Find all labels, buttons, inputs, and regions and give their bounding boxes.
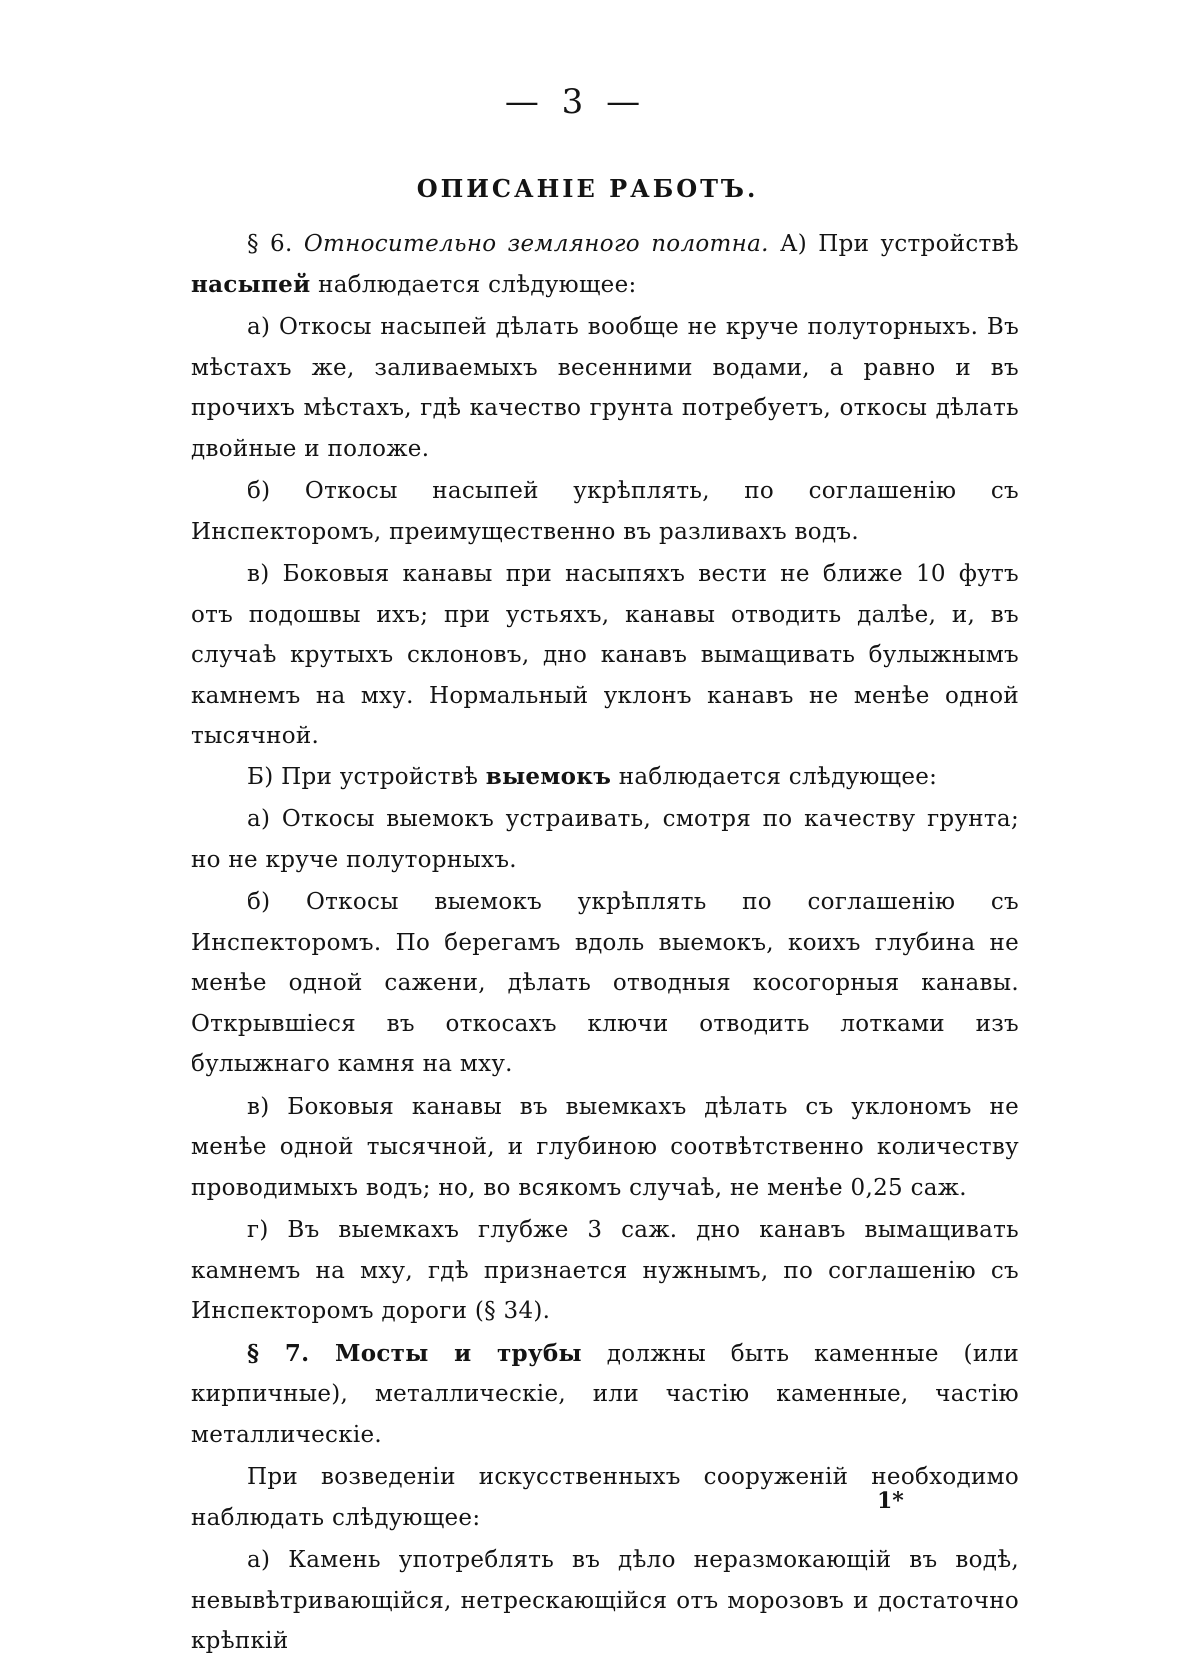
- paragraph-Bg: г) Въ выемкахъ глубже 3 саж. дно канавъ вымащивать камнемъ на мху, гдѣ признается нужнымъ, по соглашенію съ Инспекторомъ дороги (§ 34).: [191, 1217, 1019, 1324]
- section-heading: Относительно земляного полотна.: [303, 231, 769, 257]
- term-embankments: насыпей: [191, 270, 311, 298]
- paragraph-text: А) При устройствѣ: [780, 231, 1019, 257]
- paragraph-6v: в) Боковыя канавы при насыпяхъ вести не ближе 10 футъ отъ подошвы ихъ; при устьяхъ, канавы отводить далѣе, и, въ случаѣ крутыхъ склоновъ, дно канавъ вымащивать булыжнымъ камнемъ на мху. Нормальный уклонъ канавъ не менѣе одной тысячной.: [191, 561, 1019, 749]
- paragraph-text: должны быть каменные (или кирпичные), металлическіе, или частію каменные, частію металлическіе.: [191, 1340, 1019, 1448]
- paragraph-Bv: в) Боковыя канавы въ выемкахъ дѣлать съ уклономъ не менѣе одной тысячной, и глубиною соотвѣтственно количеству проводимыхъ водъ; но, во всякомъ случаѣ, не менѣе 0,25 саж.: [191, 1093, 1019, 1201]
- paragraph-6: [191, 224, 1019, 305]
- paragraph-text: Б) При устройствѣ: [247, 763, 479, 790]
- paragraph-7-intro: При возведеніи искусственныхъ сооруженій необходимо наблюдать слѣдующее:: [191, 1464, 1019, 1531]
- paragraph-Ba: а) Откосы выемокъ устраивать, смотря по качеству грунта; но не круче полуторныхъ.: [191, 806, 1019, 873]
- body-text: [191, 224, 1019, 1662]
- page-number: — 3 —: [504, 82, 647, 122]
- section-mark: § 6.: [247, 231, 293, 257]
- section-7-heading: § 7. Мосты и трубы: [247, 1339, 582, 1367]
- paragraph-7: [191, 1334, 1019, 1456]
- paragraph-6b: б) Откосы насыпей укрѣплять, по соглашенію съ Инспекторомъ, преимущественно въ разливахъ водъ.: [191, 478, 1019, 545]
- paragraph-text: наблюдается слѣдующее:: [318, 271, 637, 298]
- paragraph-Bb: б) Откосы выемокъ укрѣплять по соглашенію съ Инспекторомъ. По берегамъ вдоль выемокъ, коихъ глубина не менѣе одной сажени, дѣлать отводныя косогорныя канавы. Открывшіеся въ откосахъ ключи отводить лотками изъ булыжнаго камня на мху.: [191, 889, 1019, 1077]
- paragraph-B: [191, 757, 1019, 798]
- paragraph-6a: а) Откосы насыпей дѣлать вообще не круче полуторныхъ. Въ мѣстахъ же, заливаемыхъ весенними водами, а равно и въ прочихъ мѣстахъ, гдѣ качество грунта потребуетъ, откосы дѣлать двойные и положе.: [191, 314, 1019, 462]
- paragraph-text: наблюдается слѣдующее:: [618, 763, 938, 790]
- paragraph-7a: а) Камень употреблять въ дѣло неразмокающій въ водѣ, невывѣтривающійся, нетрескающійся отъ морозовъ и достаточно крѣпкій: [191, 1547, 1019, 1654]
- signature-mark: 1*: [877, 1488, 904, 1514]
- term-cuttings: выемокъ: [485, 762, 612, 790]
- section-title: ОПИСАНІЕ РАБОТЪ.: [416, 174, 759, 203]
